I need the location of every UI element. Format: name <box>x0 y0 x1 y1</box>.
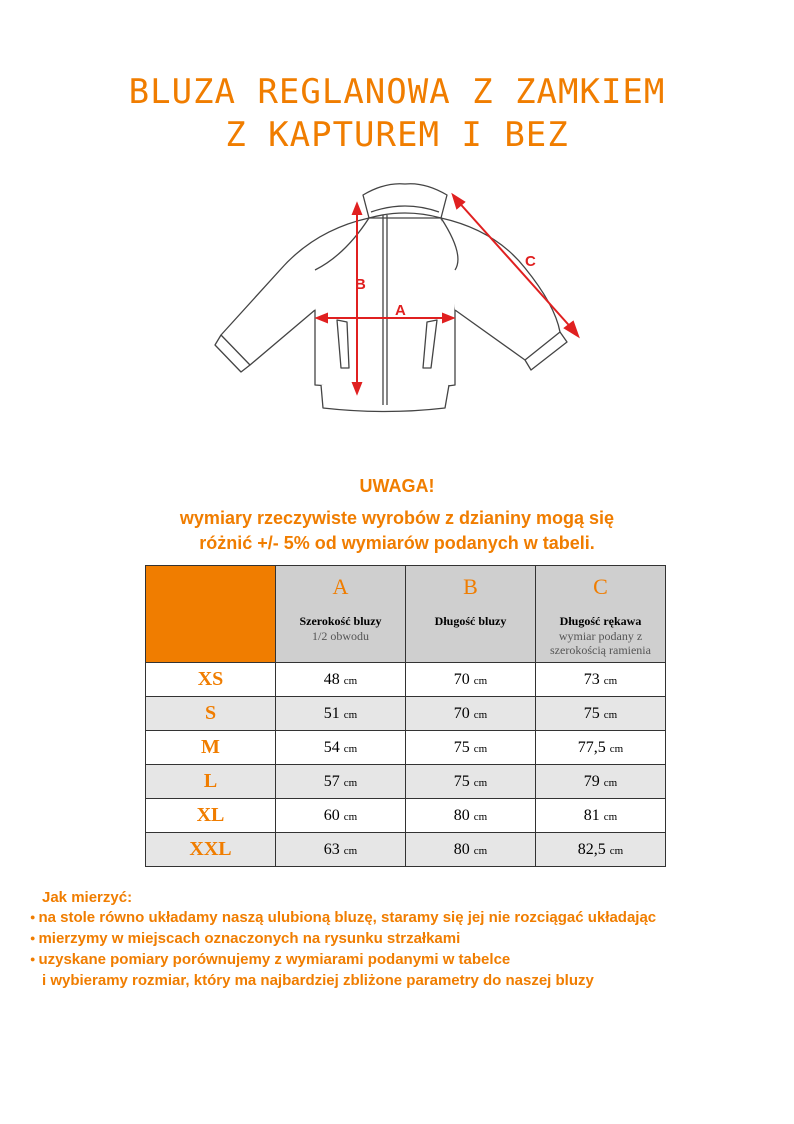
value-cell-a: 60 cm <box>276 799 406 833</box>
how-to-item: ● uzyskane pomiary porównujemy z wymiarami podanymi w tabelce <box>30 950 790 971</box>
table-row <box>146 731 666 765</box>
value-cell-a: 51 cm <box>276 697 406 731</box>
how-to-item: ● na stole równo układamy naszą ulubioną bluzę, staramy się jej nie rozciągać układając <box>30 908 790 929</box>
table-row <box>146 663 666 697</box>
value-cell-c: 82,5 cm <box>536 833 666 867</box>
table-corner <box>146 566 276 663</box>
size-cell: XXL <box>146 833 276 867</box>
value-cell-c: 81 cm <box>536 799 666 833</box>
column-header-c: C Długość rękawa wymiar podany z szerokością ramienia <box>536 566 666 663</box>
notice-line-1: wymiary rzeczywiste wyrobów z dzianiny mogą się <box>179 508 615 528</box>
value-cell-b: 80 cm <box>406 833 536 867</box>
value-cell-a: 63 cm <box>276 833 406 867</box>
label-c: C <box>525 253 536 270</box>
how-to-measure <box>30 888 790 991</box>
title-line-1: BLUZA REGLANOWA Z ZAMKIEM <box>128 72 666 112</box>
size-cell: M <box>146 731 276 765</box>
how-to-heading: Jak mierzyć: <box>42 889 133 906</box>
value-cell-c: 79 cm <box>536 765 666 799</box>
size-cell: XS <box>146 663 276 697</box>
size-table <box>145 565 666 867</box>
value-cell-b: 80 cm <box>406 799 536 833</box>
value-cell-b: 75 cm <box>406 731 536 765</box>
label-b: B <box>355 276 366 293</box>
table-row <box>146 833 666 867</box>
column-header-a: A Szerokość bluzy 1/2 obwodu <box>276 566 406 663</box>
value-cell-b: 70 cm <box>406 663 536 697</box>
value-cell-a: 48 cm <box>276 663 406 697</box>
notice-line-2: różnić +/- 5% od wymiarów podanych w tabeli. <box>199 533 595 553</box>
value-cell-b: 70 cm <box>406 697 536 731</box>
table-row <box>146 765 666 799</box>
size-cell: S <box>146 697 276 731</box>
how-to-item: ● mierzymy w miejscach oznaczonych na rysunku strzałkami <box>30 929 790 950</box>
size-cell: L <box>146 765 276 799</box>
notice-heading: UWAGA! <box>359 476 435 496</box>
jacket-diagram <box>115 160 695 470</box>
table-row <box>146 697 666 731</box>
value-cell-c: 75 cm <box>536 697 666 731</box>
how-to-continuation: i wybieramy rozmiar, który ma najbardziej zbliżone parametry do naszej bluzy <box>42 972 594 989</box>
label-a: A <box>395 302 406 319</box>
value-cell-c: 73 cm <box>536 663 666 697</box>
value-cell-c: 77,5 cm <box>536 731 666 765</box>
value-cell-a: 57 cm <box>276 765 406 799</box>
table-row <box>146 799 666 833</box>
title-line-2: Z KAPTUREM I BEZ <box>225 115 569 155</box>
size-cell: XL <box>146 799 276 833</box>
column-header-b: B Długość bluzy <box>406 566 536 663</box>
value-cell-a: 54 cm <box>276 731 406 765</box>
value-cell-b: 75 cm <box>406 765 536 799</box>
